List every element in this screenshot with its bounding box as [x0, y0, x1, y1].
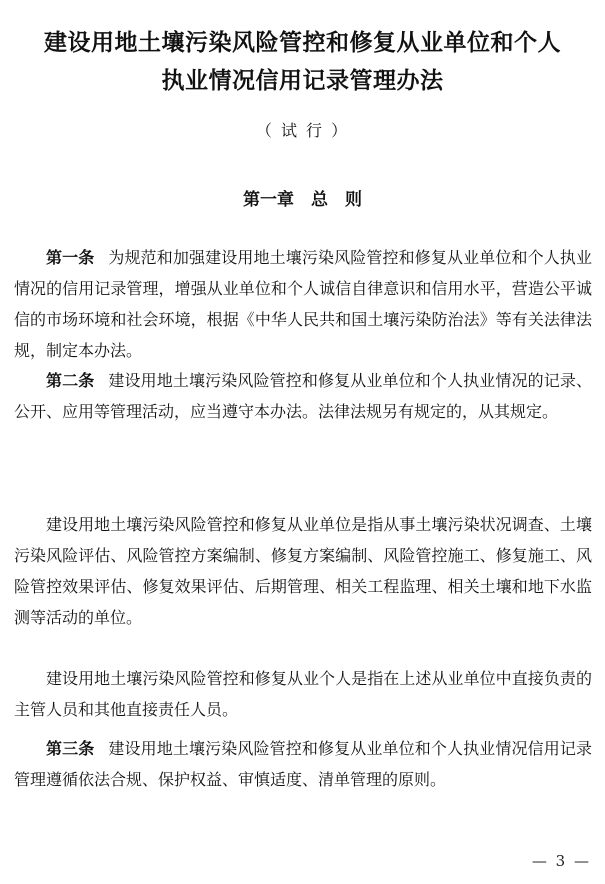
article-1-block — [14, 242, 592, 366]
article-3-block — [14, 733, 592, 795]
clause-paragraph: 建设用地土壤污染风险管控和修复从业单位是指从事土壤污染状况调查、土壤污染风险评估、风险管控方案编制、修复方案编制、风险管控施工、修复施工、风险管控效果评估、修复效果评估、后期管理、相关工程监理、相关土壤和地下水监测等活动的单位。 — [14, 515, 592, 627]
article-3-paragraph — [14, 733, 592, 795]
article-text: 建设用地土壤污染风险管控和修复从业单位和个人执业情况信用记录管理遵循依法合规、保护权益、审慎适度、清单管理的原则。 — [14, 739, 592, 789]
document-subtitle: （ 试 行 ） — [255, 121, 350, 140]
article-1-paragraph — [14, 242, 592, 366]
article-2-paragraph — [14, 365, 592, 427]
document-title-line-2: 执业情况信用记录管理办法 — [161, 68, 444, 94]
article-2-block — [14, 365, 592, 427]
document-title-line-1: 建设用地土壤污染风险管控和修复从业单位和个人 — [44, 30, 561, 56]
article-text: 为规范和加强建设用地土壤污染风险管控和修复从业单位和个人执业情况的信用记录管理，增强从业单位和个人诚信自律意识和信用水平，营造公平诚信的市场环境和社会环境，根据《中华人民共和国土壤污染防治法》等有关法律法规，制定本办法。 — [14, 248, 592, 360]
clause-paragraph: 建设用地土壤污染风险管控和修复从业个人是指在上述从业单位中直接负责的主管人员和其他直接责任人员。 — [14, 669, 592, 719]
article-number: 第二条 — [46, 371, 95, 390]
article-2-clause-units — [14, 509, 592, 633]
article-2-clause-individuals — [14, 663, 592, 725]
page-number: — 3 — — [531, 852, 591, 870]
article-text: 建设用地土壤污染风险管控和修复从业单位和个人执业情况的记录、公开、应用等管理活动，应当遵守本办法。法律法规另有规定的，从其规定。 — [14, 371, 592, 421]
article-number: 第一条 — [46, 248, 95, 267]
article-number: 第三条 — [46, 739, 95, 758]
chapter-heading: 第一章 总 则 — [243, 190, 362, 210]
